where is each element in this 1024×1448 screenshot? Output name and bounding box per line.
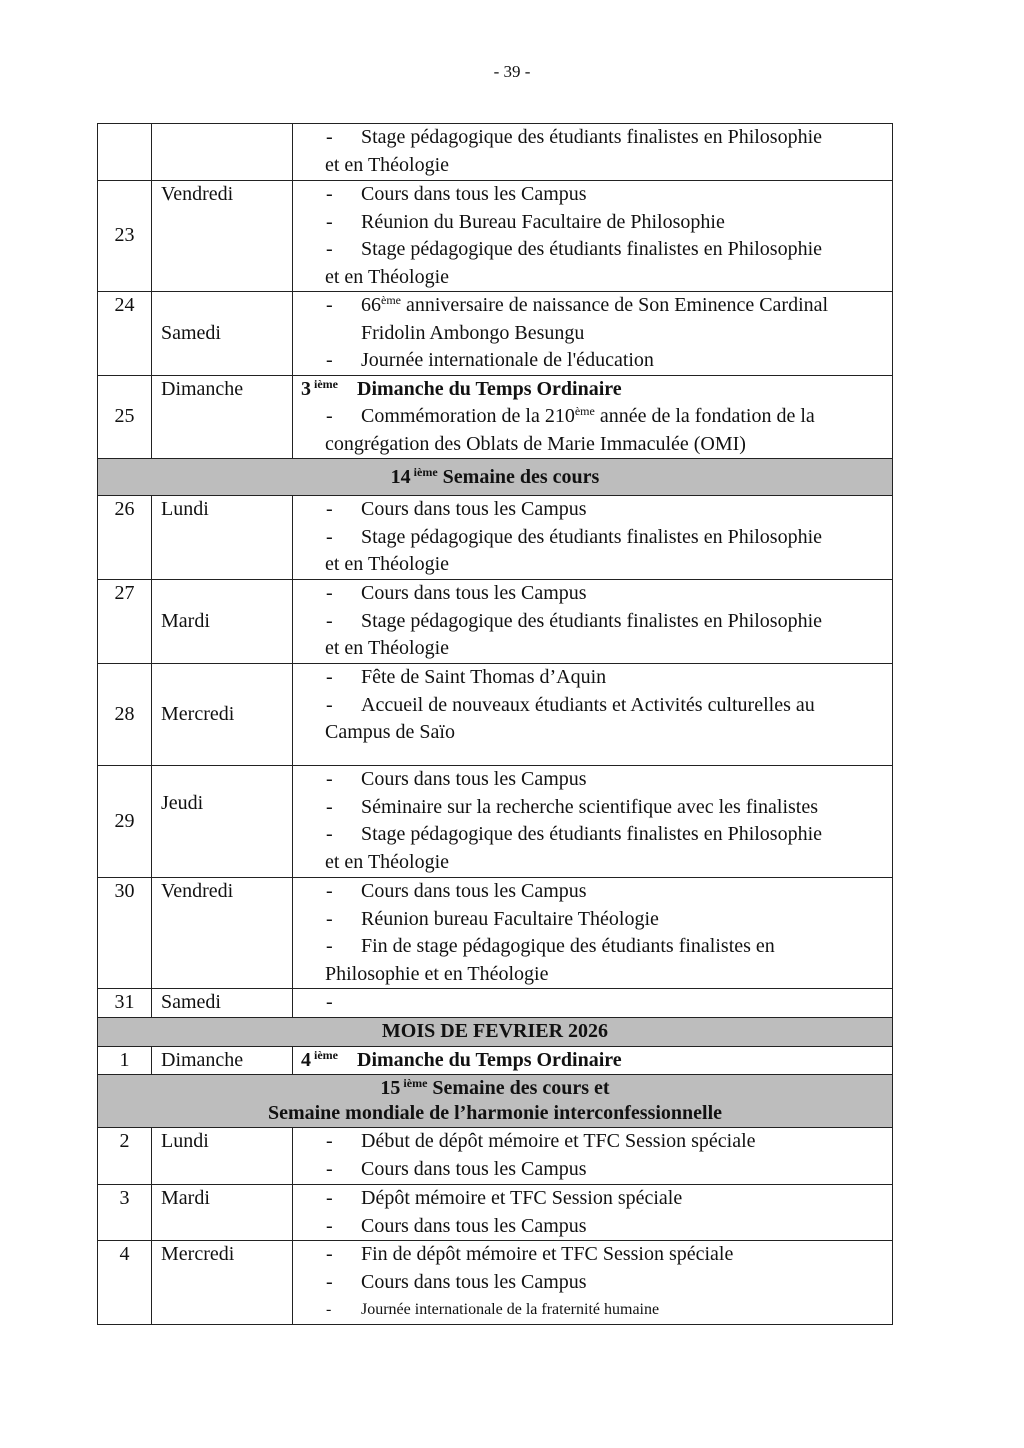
event-item — [326, 664, 886, 692]
bullet-dash: - — [326, 238, 333, 260]
day-number: 26 — [98, 496, 152, 580]
events-cell — [293, 878, 893, 989]
events-cell — [293, 1046, 893, 1075]
event-item — [326, 496, 886, 524]
event-text: Cours dans tous les Campus — [361, 582, 587, 604]
superscript: ième — [400, 1076, 428, 1090]
section-header — [98, 1017, 893, 1046]
event-item — [326, 794, 886, 822]
event-text: Commémoration de la 210 — [361, 405, 575, 427]
table-row — [98, 1128, 893, 1185]
event-text: Stage pédagogique des étudiants finalistes en Philosophie — [361, 238, 823, 260]
event-text: Réunion bureau Facultaire Théologie — [361, 907, 659, 930]
event-text: Accueil de nouveaux étudiants et Activités culturelles au — [361, 693, 815, 716]
event-text: Réunion du Bureau Facultaire de Philosophie — [361, 210, 725, 233]
bullet-dash: - — [326, 795, 333, 818]
event-item — [326, 989, 886, 1017]
event-text: Stage pédagogique des étudiants finalistes en Philosophie — [361, 126, 823, 148]
day-number: 2 — [98, 1128, 152, 1185]
superscript: ème — [574, 404, 595, 418]
event-item — [326, 933, 886, 961]
section-header — [98, 1075, 893, 1128]
event-item — [326, 692, 886, 720]
events-cell — [293, 375, 893, 459]
event-text: Dépôt mémoire et TFC Session spéciale — [361, 1187, 683, 1209]
event-text: Stage pédagogique des étudiants finalistes en Philosophie — [361, 525, 823, 548]
section-header-row — [98, 1017, 893, 1046]
weekday: Dimanche — [152, 375, 293, 459]
section-header — [98, 459, 893, 496]
table-row — [98, 124, 893, 181]
day-number: 31 — [98, 989, 152, 1018]
event-item — [326, 236, 886, 264]
weekday: Lundi — [152, 496, 293, 580]
bullet-dash: - — [326, 1243, 333, 1265]
day-number: 23 — [98, 181, 152, 292]
event-item — [326, 1156, 886, 1184]
event-item — [326, 1241, 886, 1269]
event-continuation: Fridolin Ambongo Besungu — [361, 321, 585, 344]
header-text: 14 — [390, 465, 411, 488]
table-row — [98, 1046, 893, 1075]
day-number: 4 — [98, 1241, 152, 1325]
event-text: 66 — [361, 294, 381, 316]
table-row — [98, 664, 893, 766]
bullet-dash: - — [326, 609, 333, 632]
events-cell — [293, 181, 893, 292]
event-item — [326, 608, 886, 636]
event-item — [326, 1213, 886, 1241]
event-item — [326, 292, 886, 320]
event-text: Cours dans tous les Campus — [361, 1214, 587, 1237]
bullet-dash: - — [326, 294, 333, 316]
event-text: Cours dans tous les Campus — [361, 1157, 587, 1180]
header-line2: Semaine mondiale de l’harmonie interconfessionnelle — [267, 1102, 723, 1124]
event-continuation: congrégation des Oblats de Marie Immaculée (OMI) — [325, 432, 746, 455]
table-row — [98, 989, 893, 1018]
bullet-dash: - — [326, 183, 333, 205]
event-text: Début de dépôt mémoire et TFC Session spéciale — [361, 1130, 756, 1152]
section-header-row — [98, 1075, 893, 1128]
day-number: 3 — [98, 1185, 152, 1241]
ordinal-number: 4 — [301, 1048, 311, 1071]
event-continuation: et en Théologie — [325, 637, 450, 659]
heading-text: Dimanche du Temps Ordinaire — [357, 377, 622, 400]
event-item — [326, 181, 886, 209]
event-continuation: et en Théologie — [325, 850, 450, 873]
event-item — [326, 403, 886, 431]
ordinal — [301, 376, 357, 404]
events-cell — [293, 766, 893, 878]
table-row — [98, 1241, 893, 1325]
day-number: 24 — [98, 292, 152, 376]
bullet-dash: - — [326, 1270, 333, 1293]
header-text: MOIS DE FEVRIER 2026 — [381, 1020, 609, 1042]
header-text: 15 — [380, 1077, 401, 1099]
event-item — [326, 209, 886, 237]
event-text: Fin de stage pédagogique des étudiants finalistes en — [361, 935, 775, 957]
event-text: Cours dans tous les Campus — [361, 880, 587, 902]
bullet-dash: - — [326, 126, 333, 148]
event-text: Fin de dépôt mémoire et TFC Session spéciale — [361, 1243, 734, 1265]
superscript: ième — [311, 376, 338, 391]
weekday — [152, 124, 293, 181]
events-cell — [293, 496, 893, 580]
event-text: Cours dans tous les Campus — [361, 1270, 587, 1293]
weekday: Lundi — [152, 1128, 293, 1185]
events-cell — [293, 1241, 893, 1325]
bullet-dash: - — [326, 525, 333, 548]
weekday: Vendredi — [152, 878, 293, 989]
ordinal-number: 3 — [301, 377, 311, 400]
event-text: Stage pédagogique des étudiants finalistes en Philosophie — [361, 609, 823, 632]
bullet-dash: - — [326, 1187, 333, 1209]
event-text: année de la fondation de la — [594, 405, 815, 427]
event-continuation: Campus de Saïo — [325, 721, 455, 743]
event-item — [326, 524, 886, 552]
events-cell — [293, 1128, 893, 1185]
weekday: Jeudi — [152, 766, 293, 878]
events-cell — [293, 124, 893, 181]
calendar-table — [97, 123, 893, 1325]
event-continuation: Philosophie et en Théologie — [325, 962, 549, 985]
event-text: Stage pédagogique des étudiants finalistes en Philosophie — [361, 823, 823, 845]
event-continuation: et en Théologie — [325, 265, 450, 288]
bullet-dash: - — [326, 1214, 333, 1237]
bullet-dash: - — [326, 405, 333, 427]
day-number: 29 — [98, 766, 152, 878]
event-item — [326, 124, 886, 152]
event-item — [326, 906, 886, 934]
event-item — [326, 347, 886, 375]
section-header-row — [98, 459, 893, 496]
bullet-dash: - — [326, 935, 333, 957]
event-text: anniversaire de naissance de Son Eminence Cardinal — [401, 294, 829, 316]
bullet-dash: - — [326, 1301, 332, 1318]
superscript: ième — [311, 1047, 338, 1062]
weekday: Mardi — [152, 580, 293, 664]
day-number — [98, 124, 152, 181]
bullet-dash: - — [326, 498, 333, 520]
event-continuation: et en Théologie — [325, 553, 450, 575]
page-number: - 39 - — [493, 62, 531, 81]
header-text: Semaine des cours et — [427, 1077, 610, 1099]
superscript: ième — [410, 464, 438, 479]
day-number: 30 — [98, 878, 152, 989]
event-item — [326, 580, 886, 608]
bullet-dash: - — [326, 880, 333, 902]
weekday: Samedi — [152, 989, 293, 1018]
day-number: 28 — [98, 664, 152, 766]
superscript: ème — [381, 293, 401, 307]
bullet-dash: - — [326, 1130, 333, 1152]
table-row — [98, 181, 893, 292]
events-cell — [293, 292, 893, 376]
bullet-dash: - — [326, 666, 333, 688]
liturgical-heading — [301, 1047, 886, 1075]
table-row — [98, 292, 893, 376]
weekday: Dimanche — [152, 1046, 293, 1075]
weekday: Samedi — [152, 292, 293, 376]
weekday: Mercredi — [152, 1241, 293, 1325]
event-continuation: et en Théologie — [325, 153, 450, 176]
bullet-dash: - — [326, 349, 333, 371]
event-item — [326, 1185, 886, 1213]
weekday: Vendredi — [152, 181, 293, 292]
event-text: Séminaire sur la recherche scientifique avec les finalistes — [361, 795, 819, 818]
heading-text: Dimanche du Temps Ordinaire — [357, 1048, 622, 1071]
event-text: Journée internationale de l'éducation — [361, 349, 654, 371]
day-number: 1 — [98, 1046, 152, 1075]
event-text: Journée internationale de la fraternité humaine — [361, 1301, 660, 1318]
events-cell — [293, 580, 893, 664]
event-text: Cours dans tous les Campus — [361, 498, 587, 520]
table-row — [98, 878, 893, 989]
event-item — [326, 766, 886, 794]
day-number: 27 — [98, 580, 152, 664]
bullet-dash: - — [326, 693, 333, 716]
header-text: Semaine des cours — [437, 465, 600, 488]
weekday: Mardi — [152, 1185, 293, 1241]
events-cell — [293, 1185, 893, 1241]
bullet-dash: - — [326, 991, 333, 1013]
weekday: Mercredi — [152, 664, 293, 766]
event-text: Fête de Saint Thomas d’Aquin — [361, 666, 607, 688]
day-number: 25 — [98, 375, 152, 459]
table-row — [98, 766, 893, 878]
bullet-dash: - — [326, 582, 333, 604]
event-item — [326, 878, 886, 906]
bullet-dash: - — [326, 210, 333, 233]
table-row — [98, 580, 893, 664]
event-item — [326, 1296, 886, 1324]
event-text: Cours dans tous les Campus — [361, 768, 587, 790]
bullet-dash: - — [326, 768, 333, 790]
bullet-dash: - — [326, 823, 333, 845]
events-cell — [293, 989, 893, 1018]
bullet-dash: - — [326, 1157, 333, 1180]
liturgical-heading — [301, 376, 886, 404]
event-item — [326, 1128, 886, 1156]
event-item — [326, 821, 886, 849]
events-cell — [293, 664, 893, 766]
event-item — [326, 1269, 886, 1297]
table-row — [98, 375, 893, 459]
table-row — [98, 496, 893, 580]
event-text: Cours dans tous les Campus — [361, 183, 587, 205]
table-row — [98, 1185, 893, 1241]
ordinal — [301, 1047, 357, 1075]
bullet-dash: - — [326, 907, 333, 930]
